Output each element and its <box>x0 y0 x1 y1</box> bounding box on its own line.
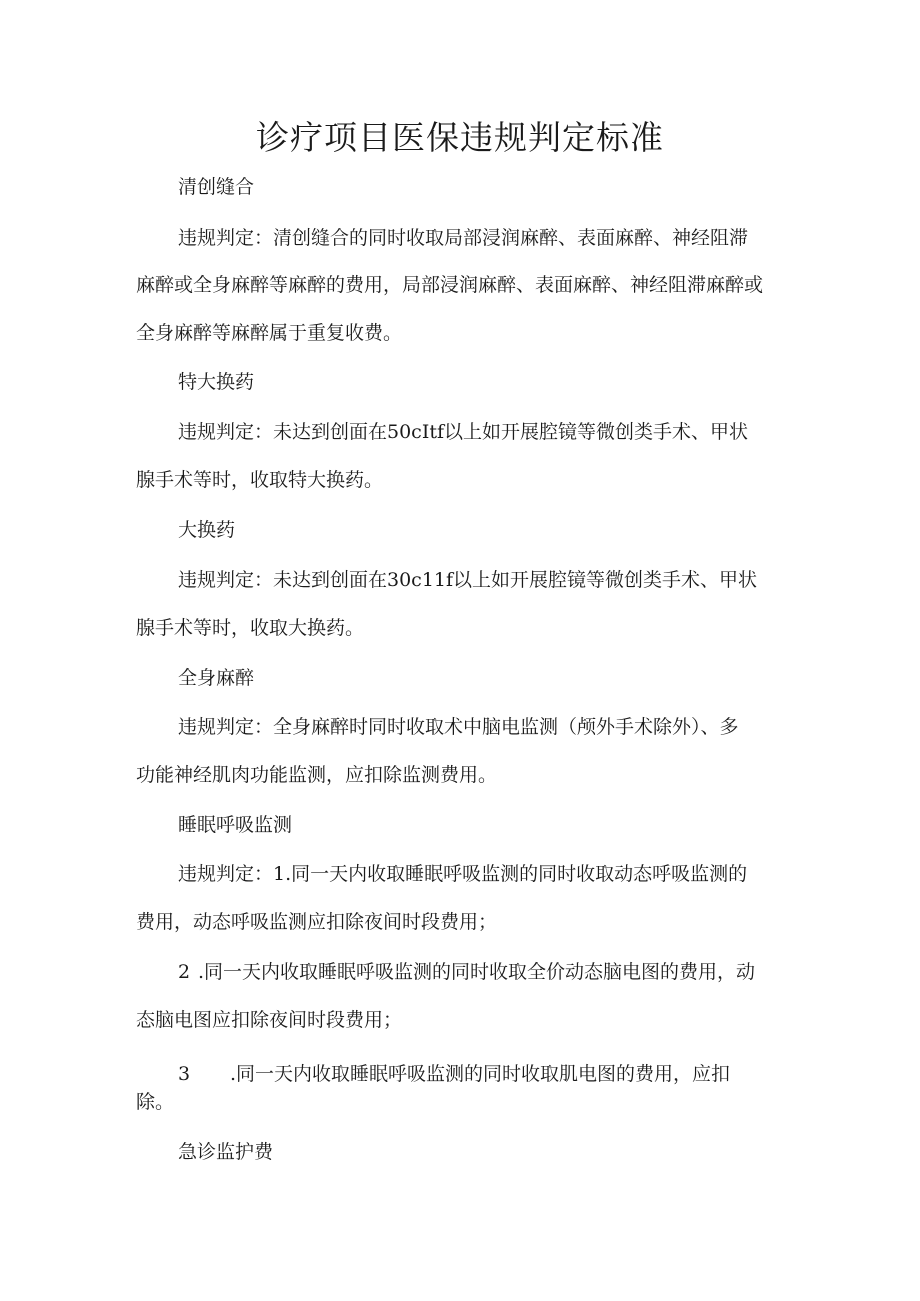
section-heading: 急诊监护费 <box>178 1141 274 1163</box>
item-number: 3 <box>178 1063 191 1085</box>
paragraph-line: 违规判定：清创缝合的同时收取局部浸润麻醉、表面麻醉、神经阻滞 <box>178 227 749 249</box>
paragraph-line: 违规判定：未达到创面在30c11f以上如开展腔镜等微创类手术、甲状 <box>178 569 758 591</box>
paragraph-line: 态脑电图应扣除夜间时段费用； <box>136 1009 403 1031</box>
paragraph-line: .同一天内收取睡眠呼吸监测的同时收取全价动态脑电图的费用，动 <box>198 961 756 983</box>
paragraph-line: 违规判定：未达到创面在50cItf以上如开展腔镜等微创类手术、甲状 <box>178 421 748 443</box>
page-title: 诊疗项目医保违规判定标准 <box>256 118 664 157</box>
paragraph-line: 除。 <box>136 1091 175 1113</box>
paragraph-line: 功能神经肌肉功能监测，应扣除监测费用。 <box>136 764 498 786</box>
section-heading: 睡眠呼吸监测 <box>178 814 293 836</box>
paragraph-line: 腺手术等时，收取大换药。 <box>136 617 365 639</box>
paragraph-line: 违规判定：全身麻醉时同时收取术中脑电监测（颅外手术除外）、多 <box>178 716 739 738</box>
paragraph-line: 违规判定：1.同一天内收取睡眠呼吸监测的同时收取动态呼吸监测的 <box>178 863 748 885</box>
paragraph-line: 全身麻醉等麻醉属于重复收费。 <box>136 322 403 344</box>
paragraph-line: 费用，动态呼吸监测应扣除夜间时段费用； <box>136 911 498 933</box>
section-heading: 清创缝合 <box>178 176 255 198</box>
item-number: 2 <box>178 961 191 983</box>
section-heading: 大换药 <box>178 519 236 541</box>
paragraph-line: .同一天内收取睡眠呼吸监测的同时收取肌电图的费用，应扣 <box>230 1063 731 1085</box>
section-heading: 全身麻醉 <box>178 667 255 689</box>
paragraph-line: 腺手术等时，收取特大换药。 <box>136 469 384 491</box>
section-heading: 特大换药 <box>178 371 255 393</box>
paragraph-line: 麻醉或全身麻醉等麻醉的费用，局部浸润麻醉、表面麻醉、神经阻滞麻醉或 <box>136 274 764 296</box>
